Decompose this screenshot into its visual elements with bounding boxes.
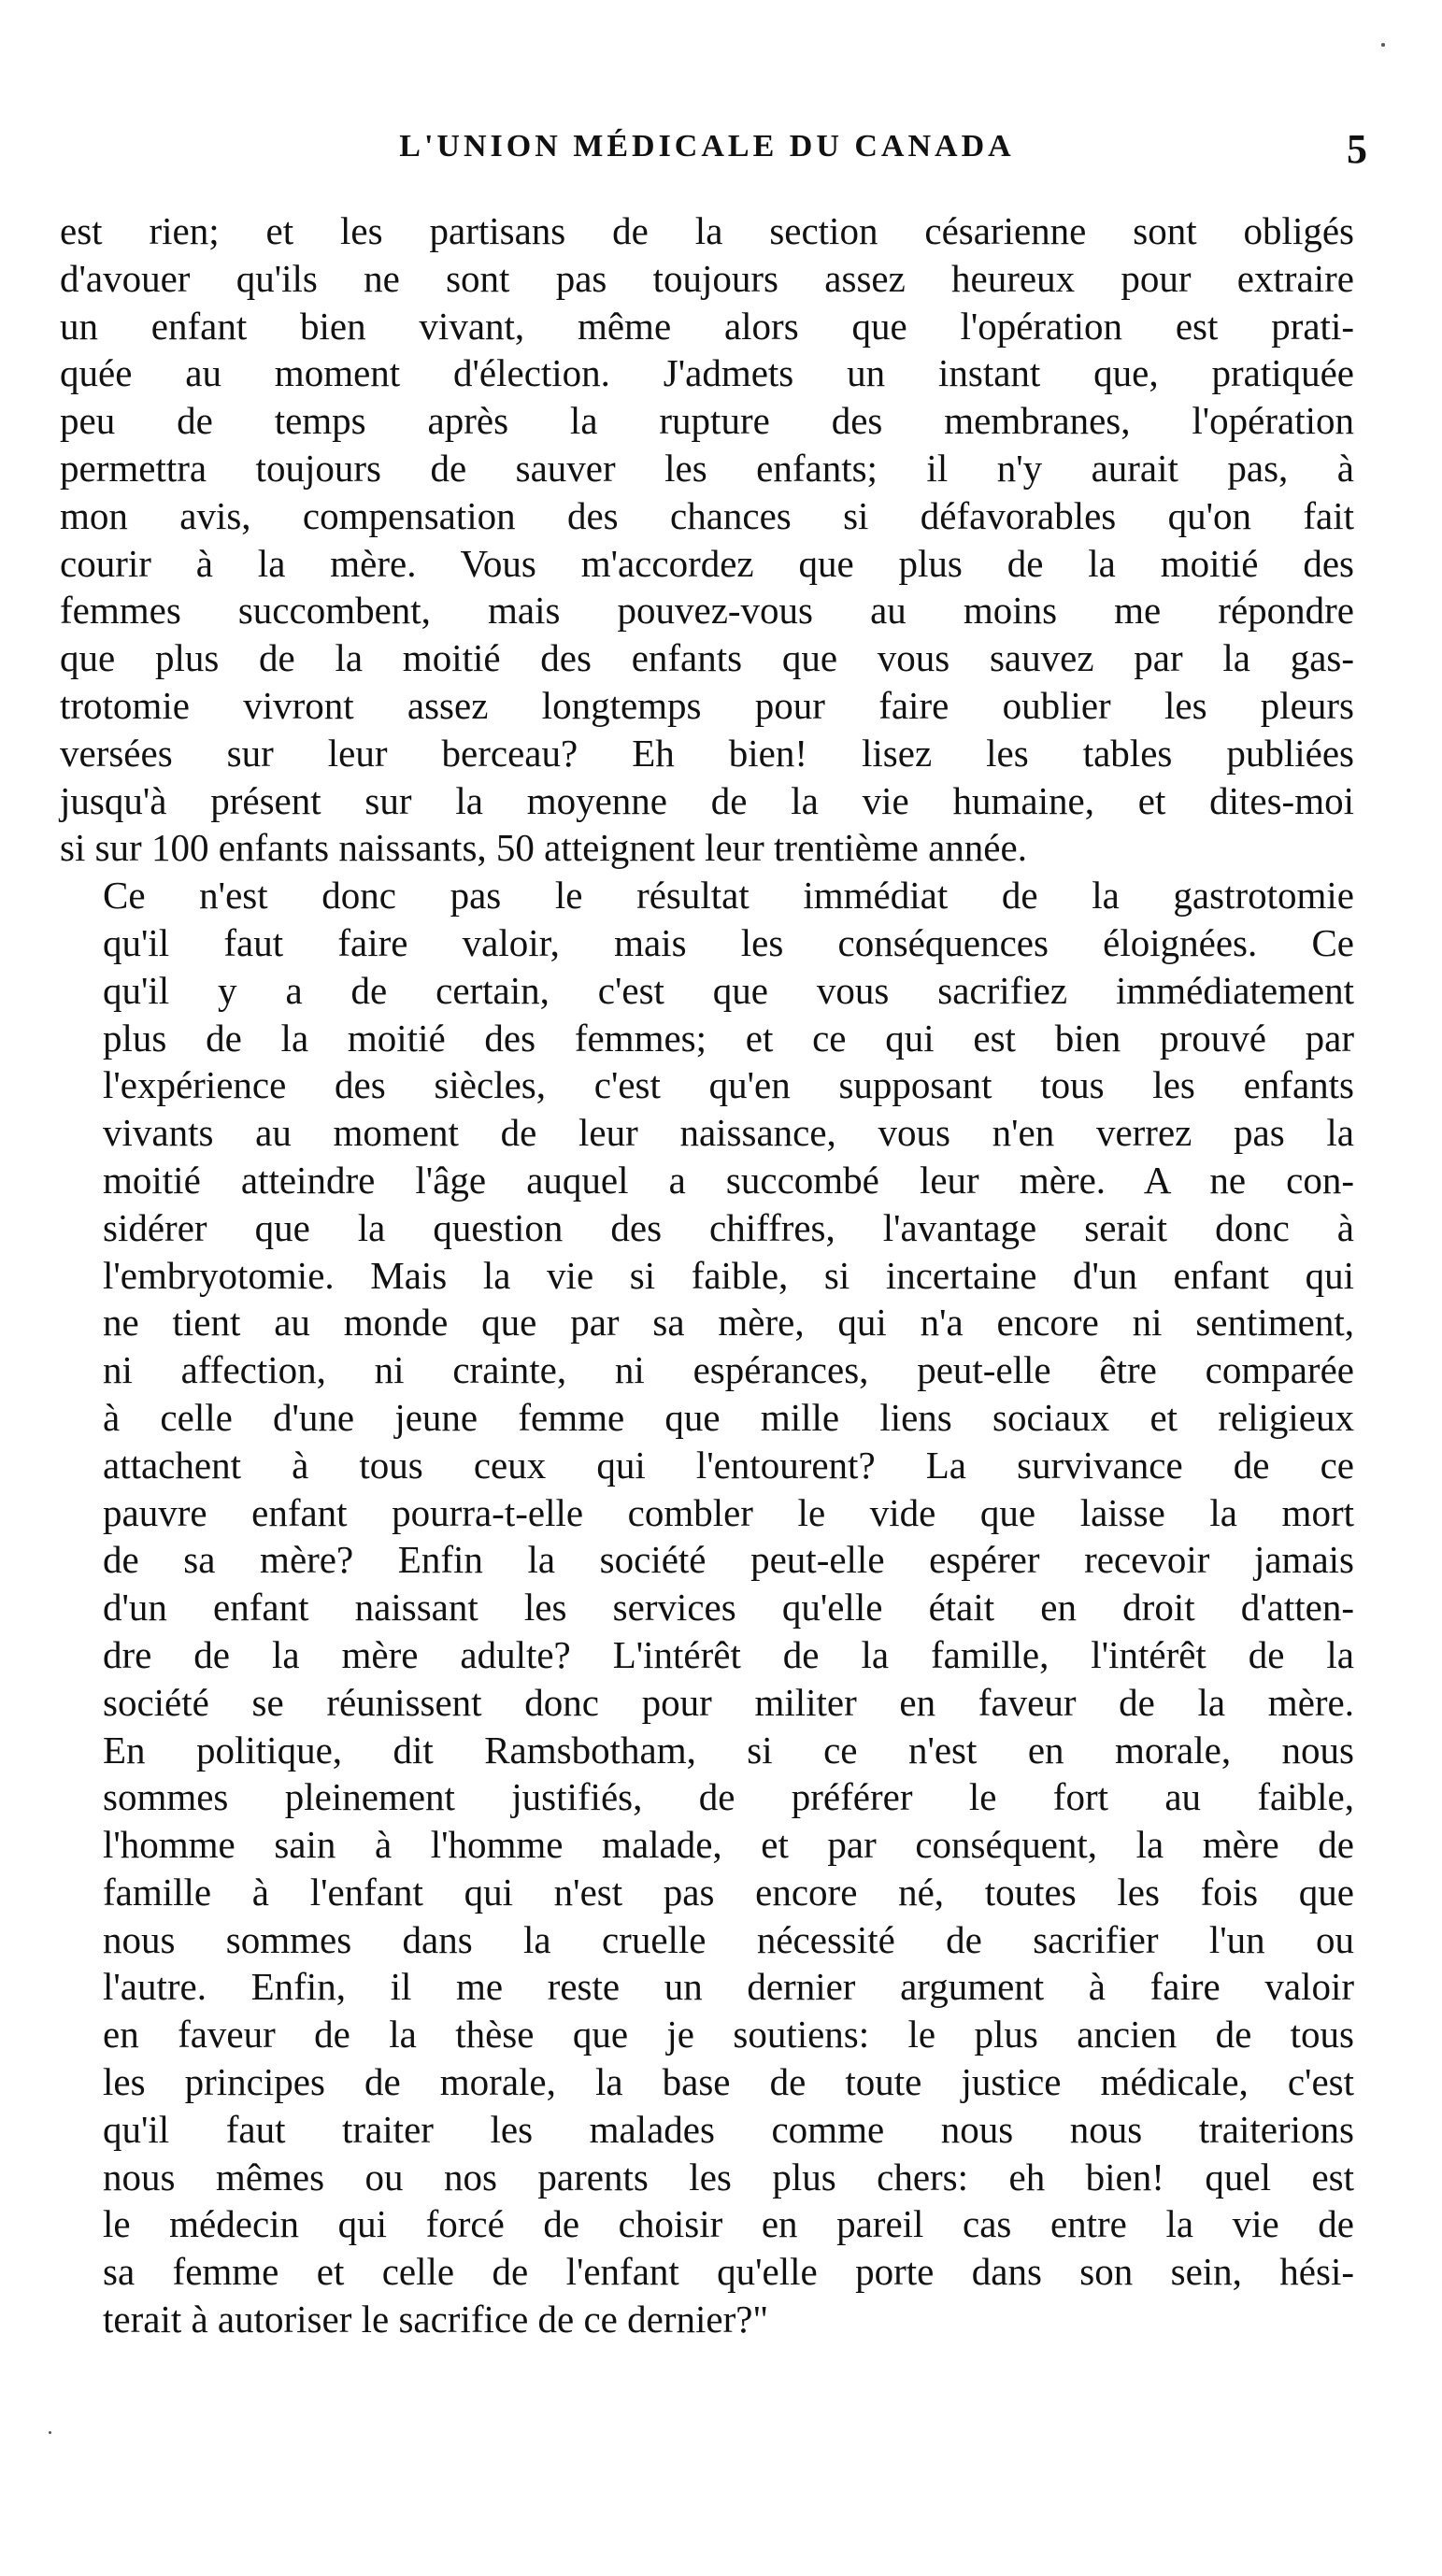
- text-line: moitié atteindre l'âge auquel a succombé leur mère. A ne con-: [103, 1158, 1354, 1202]
- text-line: que plus de la moitié des enfants que vous sauvez par la gas-: [60, 636, 1354, 680]
- text-line: est rien; et les partisans de la section césarienne sont obligés: [60, 209, 1354, 252]
- text-line: peu de temps après la rupture des membranes, l'opération: [60, 399, 1354, 443]
- text-line: les principes de morale, la base de toute justice médicale, c'est: [103, 2060, 1354, 2104]
- body-text: [60, 207, 1354, 2343]
- text-line: le médecin qui forcé de choisir en pareil cas entre la vie de: [103, 2202, 1354, 2246]
- page-number: 5: [1347, 126, 1367, 172]
- text-line: Ce n'est donc pas le résultat immédiat de la gastrotomie: [103, 874, 1354, 918]
- text-line: nous sommes dans la cruelle nécessité de sacrifier l'un ou: [103, 1917, 1354, 1961]
- page-header: [60, 126, 1367, 185]
- text-line: permettra toujours de sauver les enfants; il n'y aurait pas, à: [60, 446, 1354, 490]
- text-line: société se réunissent donc pour militer en faveur de la mère.: [103, 1680, 1354, 1724]
- text-line: en faveur de la thèse que je soutiens: le plus ancien de tous: [103, 2013, 1354, 2057]
- text-line: qu'il faut faire valoir, mais les conséquences éloignées. Ce: [103, 920, 1354, 964]
- text-line: famille à l'enfant qui n'est pas encore né, toutes les fois que: [103, 1870, 1354, 1914]
- text-line: l'homme sain à l'homme malade, et par conséquent, la mère de: [103, 1823, 1354, 1867]
- text-line: sa femme et celle de l'enfant qu'elle porte dans son sein, hési-: [103, 2250, 1354, 2294]
- text-line: l'autre. Enfin, il me reste un dernier argument à faire valoir: [103, 1965, 1354, 2009]
- text-line: à celle d'une jeune femme que mille liens sociaux et religieux: [103, 1395, 1354, 1439]
- text-line: femmes succombent, mais pouvez-vous au moins me répondre: [60, 589, 1354, 633]
- text-line: d'un enfant naissant les services qu'elle était en droit d'atten-: [103, 1586, 1354, 1630]
- scan-speck: [1381, 43, 1385, 47]
- text-line: jusqu'à présent sur la moyenne de la vie humaine, et dites-moi: [60, 778, 1354, 822]
- text-line: qu'il y a de certain, c'est que vous sacrifiez immédiatement: [103, 968, 1354, 1012]
- text-line: nous mêmes ou nos parents les plus chers: eh bien! quel est: [103, 2155, 1354, 2199]
- text-line: courir à la mère. Vous m'accordez que plus de la moitié des: [60, 541, 1354, 585]
- text-line: pauvre enfant pourra-t-elle combler le vide que laisse la mort: [103, 1490, 1354, 1534]
- text-line: vivants au moment de leur naissance, vous n'en verrez pas la: [103, 1111, 1354, 1155]
- text-line: d'avouer qu'ils ne sont pas toujours assez heureux pour extraire: [60, 256, 1354, 300]
- text-line: qu'il faut traiter les malades comme nous nous traiterions: [103, 2107, 1354, 2151]
- text-line: versées sur leur berceau? Eh bien! lisez les tables publiées: [60, 731, 1354, 775]
- text-line: trotomie vivront assez longtemps pour faire oublier les pleurs: [60, 683, 1354, 727]
- text-line: plus de la moitié des femmes; et ce qui est bien prouvé par: [103, 1016, 1354, 1060]
- text-line: terait à autoriser le sacrifice de ce dernier?": [103, 2298, 769, 2341]
- text-line: En politique, dit Ramsbotham, si ce n'est en morale, nous: [103, 1728, 1354, 1772]
- text-line: ni affection, ni crainte, ni espérances, peut-elle être comparée: [103, 1348, 1354, 1392]
- text-line: sidérer que la question des chiffres, l'avantage serait donc à: [103, 1205, 1354, 1249]
- text-line: l'embryotomie. Mais la vie si faible, si incertaine d'un enfant qui: [103, 1253, 1354, 1297]
- text-line: ne tient au monde que par sa mère, qui n'a encore ni sentiment,: [103, 1301, 1354, 1345]
- text-line: attachent à tous ceux qui l'entourent? La survivance de ce: [103, 1443, 1354, 1487]
- text-line: si sur 100 enfants naissants, 50 atteignent leur trentième année.: [60, 826, 1027, 870]
- text-line: l'expérience des siècles, c'est qu'en supposant tous les enfants: [103, 1063, 1354, 1107]
- text-line: sommes pleinement justifiés, de préférer le fort au faible,: [103, 1775, 1354, 1819]
- text-line: mon avis, compensation des chances si défavorables qu'on fait: [60, 493, 1354, 537]
- paragraph-1: [60, 207, 1354, 872]
- scan-speck: [49, 2431, 51, 2434]
- text-line: un enfant bien vivant, même alors que l'opération est prati-: [60, 304, 1354, 348]
- text-line: dre de la mère adulte? L'intérêt de la famille, l'intérêt de la: [103, 1632, 1354, 1676]
- text-line: quée au moment d'élection. J'admets un instant que, pratiquée: [60, 351, 1354, 395]
- text-line: de sa mère? Enfin la société peut-elle espérer recevoir jamais: [103, 1538, 1354, 1582]
- running-title: L'UNION MÉDICALE DU CANADA: [399, 129, 1015, 164]
- paragraph-2: [60, 872, 1354, 2343]
